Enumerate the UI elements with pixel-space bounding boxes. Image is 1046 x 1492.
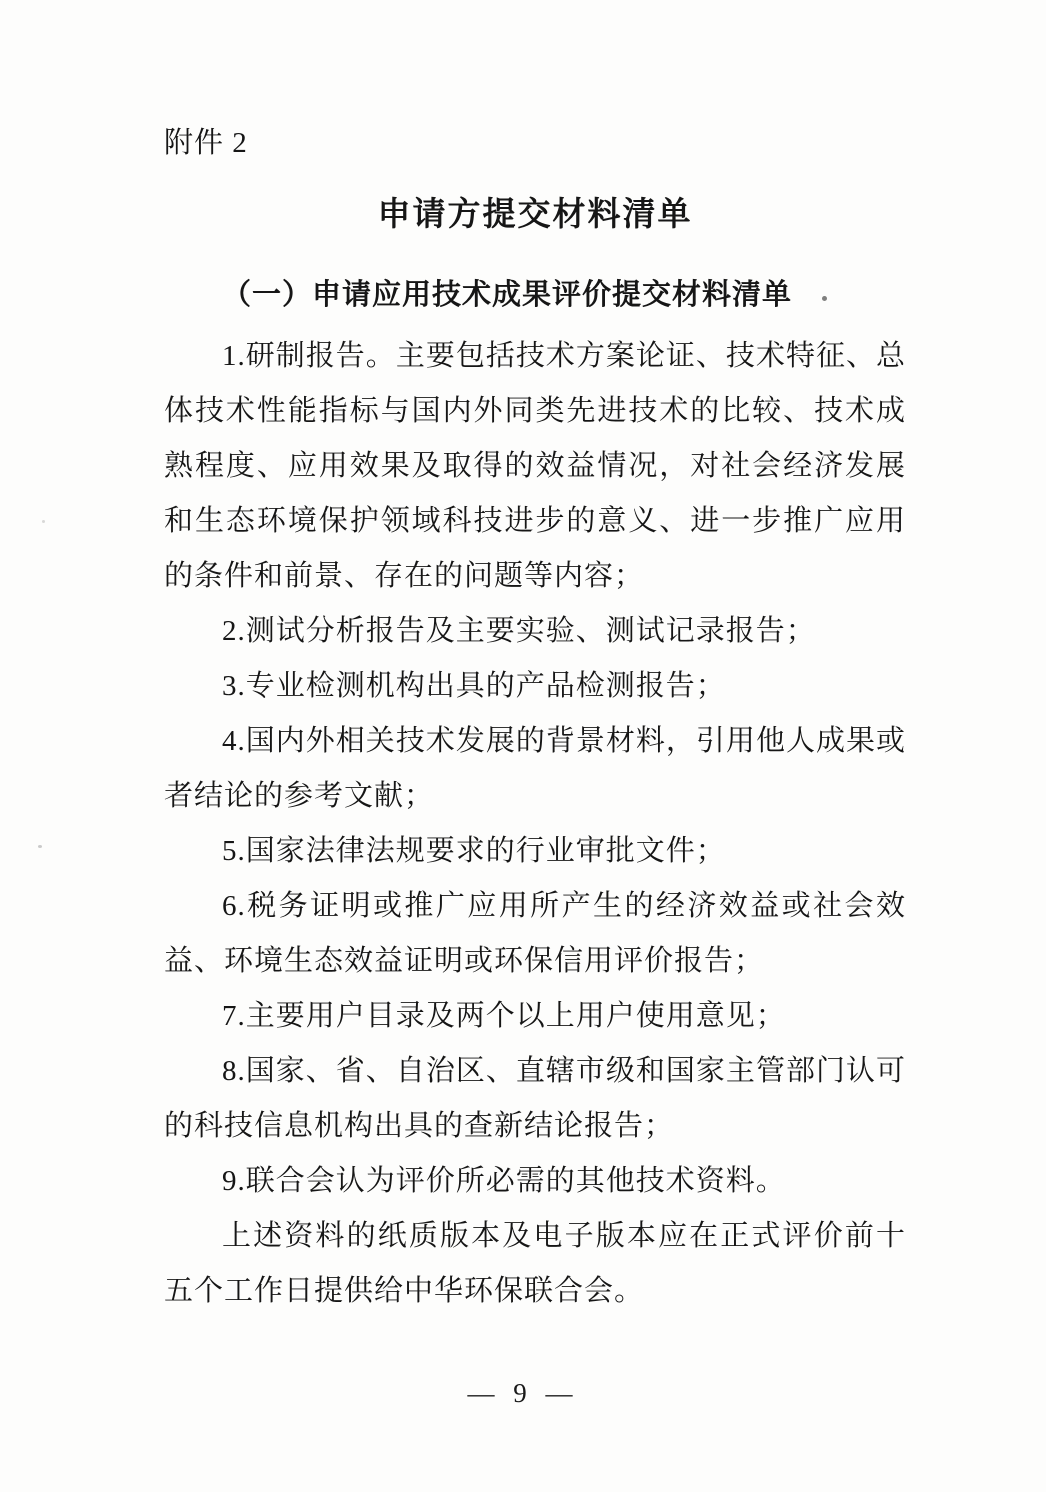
section-heading: （一）申请应用技术成果评价提交材料清单 [222, 279, 793, 311]
list-item-6: 6.税务证明或推广应用所产生的经济效益或社会效益、环境生态效益证明或环保信用评价报告； [164, 890, 906, 977]
list-item-7: 7.主要用户目录及两个以上用户使用意见； [222, 1000, 786, 1032]
attachment-label: 附件 2 [164, 127, 248, 159]
scan-speck-icon [822, 296, 827, 301]
list-item-3: 3.专业检测机构出具的产品检测报告； [222, 670, 726, 702]
page-number: — 9 — [467, 1378, 579, 1408]
scan-speck-icon [38, 845, 42, 848]
list-item-5: 5.国家法律法规要求的行业审批文件； [222, 835, 726, 867]
closing-paragraph: 上述资料的纸质版本及电子版本应在正式评价前十五个工作日提供给中华环保联合会。 [164, 1220, 906, 1307]
list-item-8: 8.国家、省、自治区、直辖市级和国家主管部门认可的科技信息机构出具的查新结论报告； [164, 1055, 906, 1142]
list-item-4: 4.国内外相关技术发展的背景材料，引用他人成果或者结论的参考文献； [164, 725, 906, 812]
scan-speck-icon [42, 520, 45, 523]
list-item-2: 2.测试分析报告及主要实验、测试记录报告； [222, 615, 816, 647]
list-item-1: 1.研制报告。主要包括技术方案论证、技术特征、总体技术性能指标与国内外同类先进技术的比较、技术成熟程度、应用效果及取得的效益情况，对社会经济发展和生态环境保护领域科技进步的意义、进一步推广应用的条件和前景、存在的问题等内容； [164, 340, 906, 592]
document-title: 申请方提交材料清单 [377, 195, 693, 232]
list-item-9: 9.联合会认为评价所必需的其他技术资料。 [222, 1165, 786, 1197]
